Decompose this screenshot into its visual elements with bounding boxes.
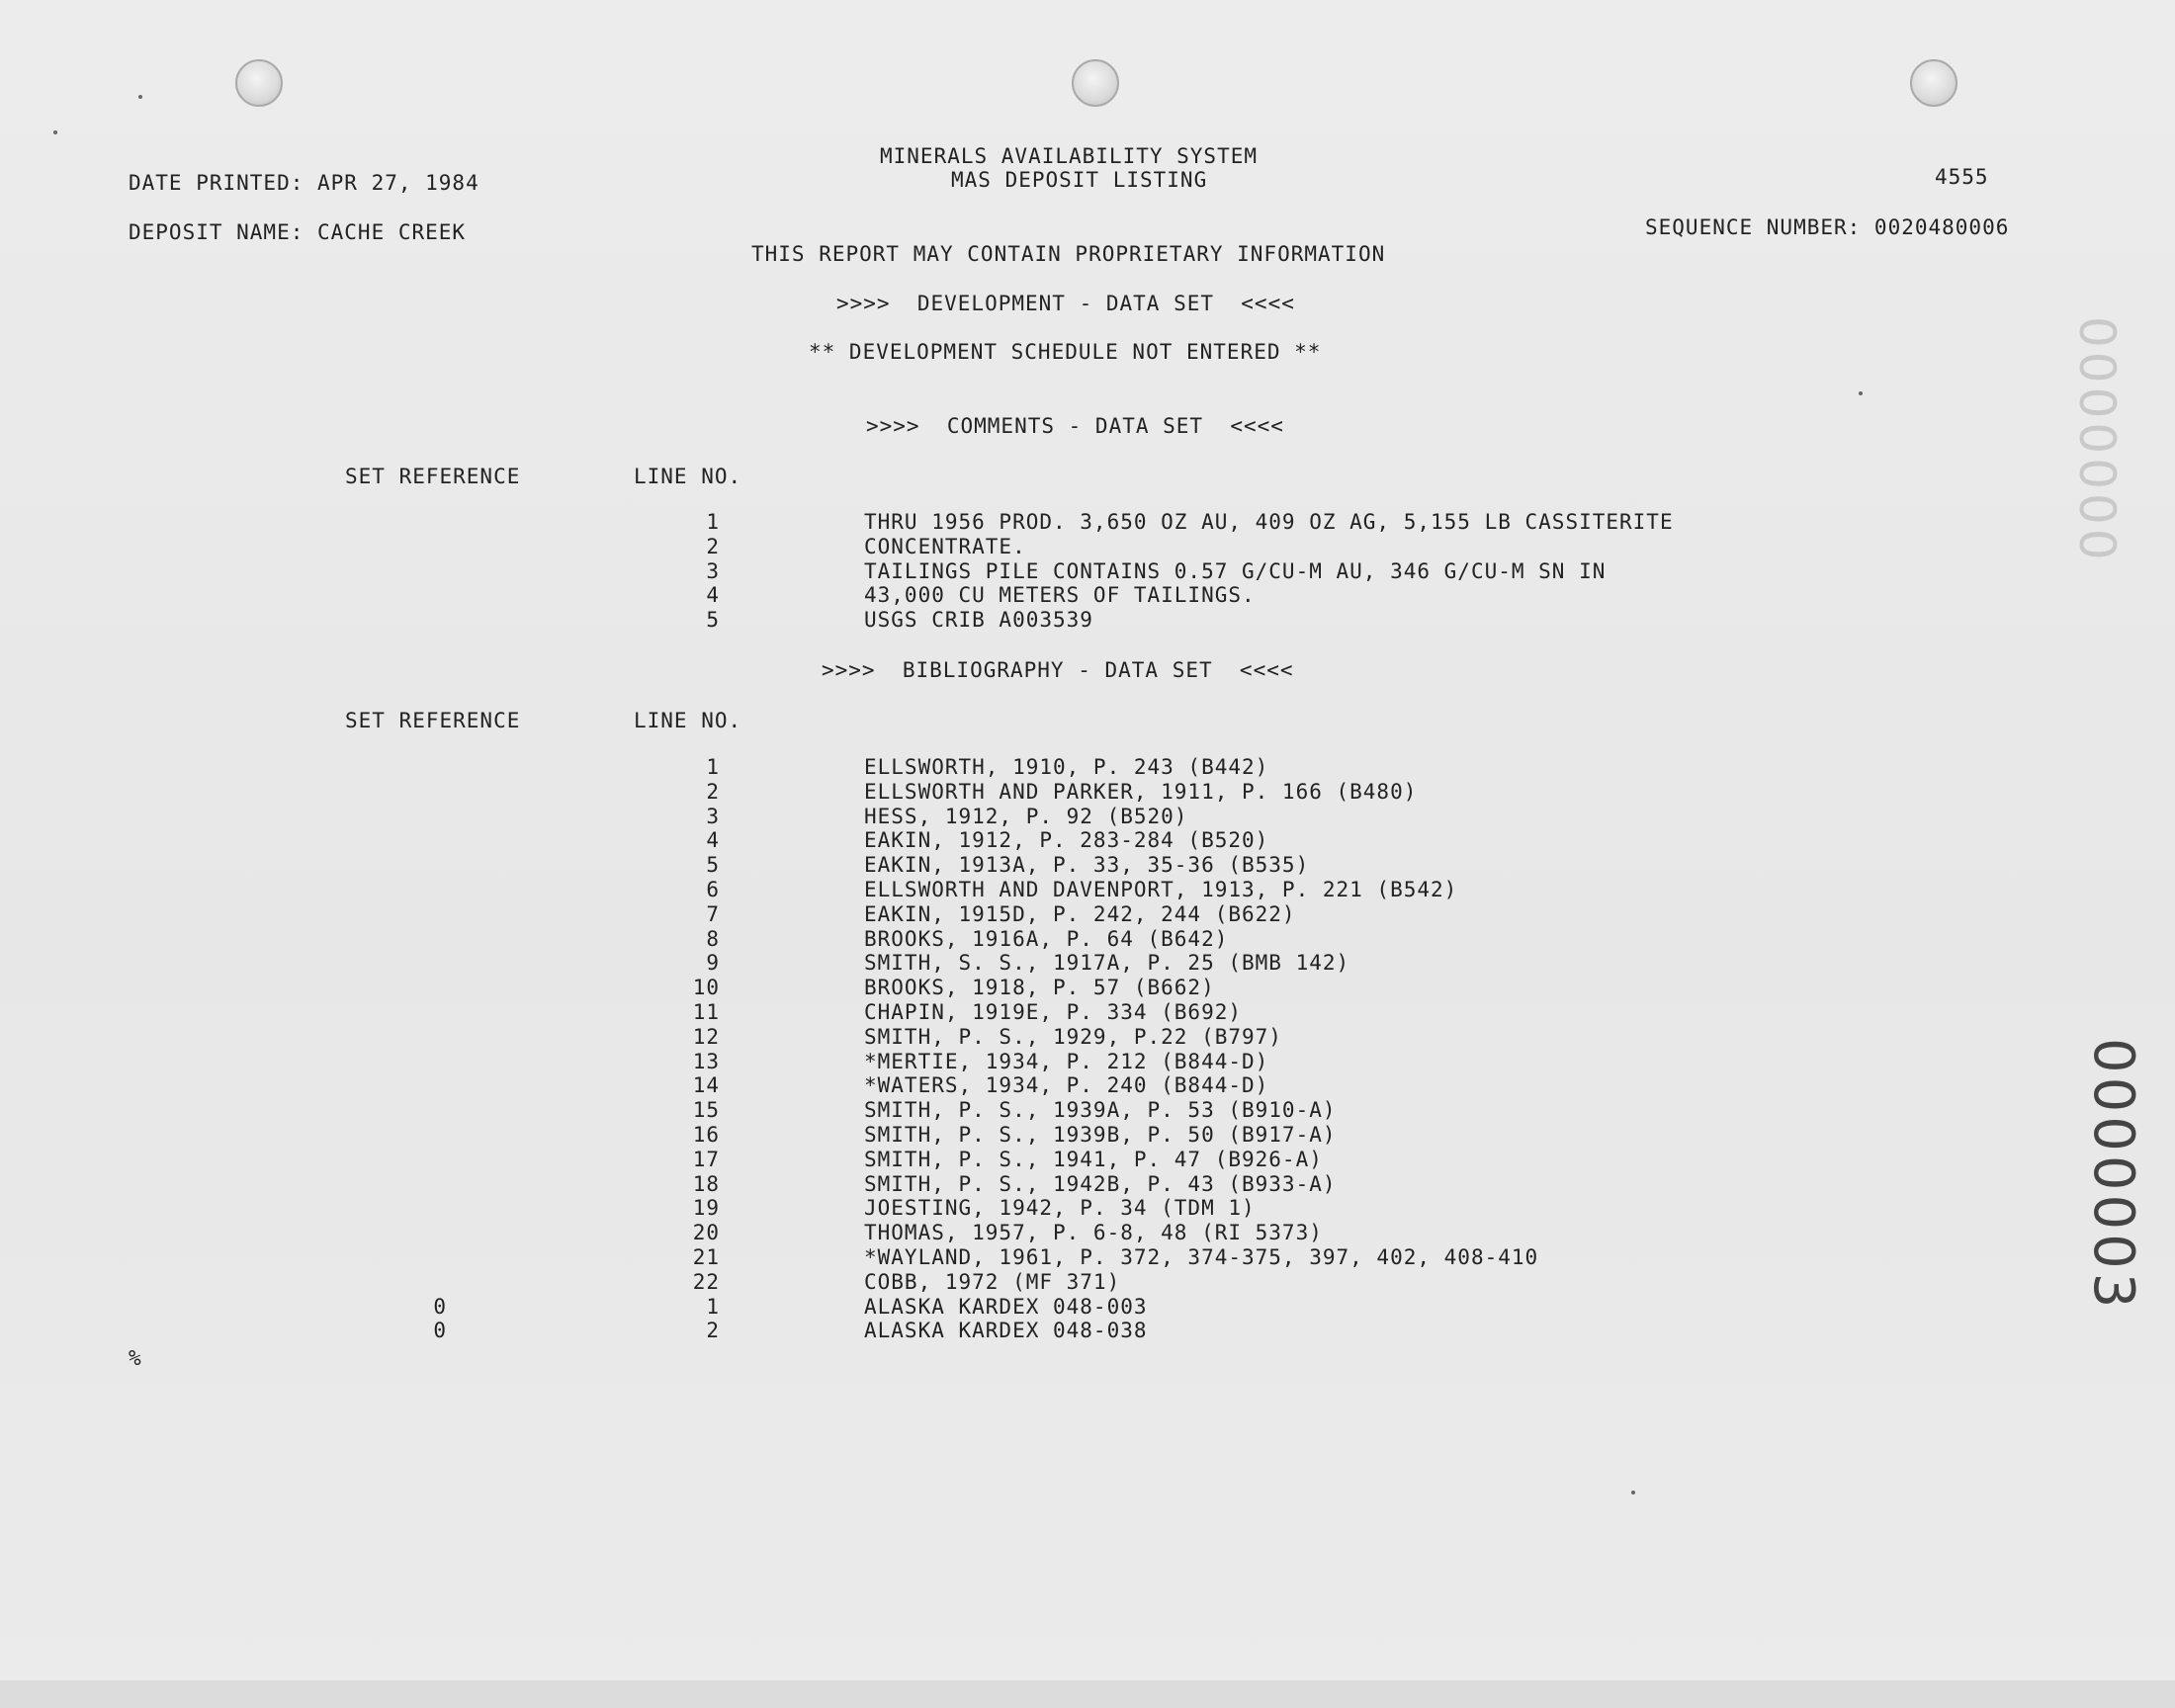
entry-text: BROOKS, 1916A, P. 64 (B642) [864, 926, 1229, 951]
entry-text: ELLSWORTH, 1910, P. 243 (B442) [864, 755, 1269, 779]
entry-text: ELLSWORTH AND DAVENPORT, 1913, P. 221 (B542) [864, 878, 1458, 901]
line-number-cell: 7 [706, 901, 720, 926]
bibliography-col-set-reference: SET REFERENCE [345, 709, 521, 732]
punch-hole-left [235, 59, 283, 107]
line-number-cell: 20 [692, 1221, 720, 1245]
line-number-cell: 1 [706, 510, 720, 534]
entry-text: THOMAS, 1957, P. 6-8, 48 (RI 5373) [864, 1221, 1323, 1245]
entry-text: HESS, 1912, P. 92 (B520) [864, 804, 1188, 828]
entry-text: SMITH, P. S., 1939A, P. 53 (B910-A) [864, 1098, 1337, 1123]
line-number-cell: 13 [692, 1049, 720, 1073]
page-number: 4555 [1935, 165, 1989, 189]
line-number-cell: 9 [706, 951, 720, 976]
margin-stamp: 0000003 [2081, 1038, 2145, 1313]
line-number-cell: 2 [706, 1319, 720, 1343]
bibliography-heading: >>>> BIBLIOGRAPHY - DATA SET <<<< [822, 658, 1294, 682]
entry-text: 43,000 CU METERS OF TAILINGS. [864, 583, 1256, 608]
line-number-cell: 4 [706, 828, 720, 853]
entry-text: BROOKS, 1918, P. 57 (B662) [864, 976, 1215, 1000]
listing-title: MAS DEPOSIT LISTING [951, 168, 1208, 192]
sequence-number: SEQUENCE NUMBER: 0020480006 [1645, 215, 2010, 239]
punch-hole-right [1910, 59, 1958, 107]
entry-text: *WAYLAND, 1961, P. 372, 374-375, 397, 402, 408-410 [864, 1245, 1539, 1269]
entry-text: JOESTING, 1942, P. 34 (TDM 1) [864, 1196, 1256, 1221]
line-number-cell: 5 [706, 608, 720, 633]
line-number-cell: 5 [706, 853, 720, 878]
entry-text: CHAPIN, 1919E, P. 334 (B692) [864, 1000, 1243, 1024]
entry-text: THRU 1956 PROD. 3,650 OZ AU, 409 OZ AG, 5,155 LB CASSITERITE [864, 510, 1674, 534]
line-number-cell: 12 [692, 1024, 720, 1049]
line-number-cell: 10 [692, 976, 720, 1000]
faint-margin-stamp: 0000000 [2068, 316, 2126, 564]
entry-text: SMITH, S. S., 1917A, P. 25 (BMB 142) [864, 951, 1350, 976]
entry-text: SMITH, P. S., 1939B, P. 50 (B917-A) [864, 1123, 1337, 1147]
line-number-cell: 3 [706, 804, 720, 828]
punch-hole-center [1072, 59, 1119, 107]
development-heading: >>>> DEVELOPMENT - DATA SET <<<< [836, 292, 1295, 315]
line-number-cell: 1 [706, 1294, 720, 1319]
entry-text: SMITH, P. S., 1929, P.22 (B797) [864, 1024, 1282, 1049]
line-number-cell: 6 [706, 878, 720, 901]
line-number-cell: 11 [692, 1000, 720, 1024]
line-number-cell: 2 [706, 534, 720, 558]
line-number-cell: 8 [706, 926, 720, 951]
line-number-cell: 21 [692, 1245, 720, 1269]
line-number-cell: 22 [692, 1269, 720, 1294]
entry-text: *MERTIE, 1934, P. 212 (B844-D) [864, 1049, 1269, 1073]
entry-text: EAKIN, 1913A, P. 33, 35-36 (B535) [864, 853, 1310, 878]
line-number-cell: 1 [706, 755, 720, 779]
entry-text: EAKIN, 1912, P. 283-284 (B520) [864, 828, 1269, 853]
set-reference-cell: 0 [433, 1294, 447, 1319]
entry-text: ALASKA KARDEX 048-003 [864, 1294, 1148, 1319]
set-reference-cell: 0 [433, 1319, 447, 1343]
entry-text: EAKIN, 1915D, P. 242, 244 (B622) [864, 901, 1296, 926]
line-number-cell: 2 [706, 779, 720, 804]
line-number-cell: 16 [692, 1123, 720, 1147]
footer-mark: % [129, 1346, 142, 1370]
development-note: ** DEVELOPMENT SCHEDULE NOT ENTERED ** [809, 340, 1322, 364]
entry-text: CONCENTRATE. [864, 534, 1026, 558]
line-number-cell: 3 [706, 558, 720, 583]
entry-text: TAILINGS PILE CONTAINS 0.57 G/CU-M AU, 346 G/CU-M SN IN [864, 558, 1607, 583]
entry-text: SMITH, P. S., 1941, P. 47 (B926-A) [864, 1147, 1323, 1171]
entry-text: COBB, 1972 (MF 371) [864, 1269, 1121, 1294]
line-number-cell: 4 [706, 583, 720, 608]
entry-text: ELLSWORTH AND PARKER, 1911, P. 166 (B480) [864, 779, 1418, 804]
deposit-name: DEPOSIT NAME: CACHE CREEK [129, 220, 467, 244]
entry-text: SMITH, P. S., 1942B, P. 43 (B933-A) [864, 1171, 1337, 1196]
bibliography-col-line-no: LINE NO. [634, 709, 742, 732]
proprietary-notice: THIS REPORT MAY CONTAIN PROPRIETARY INFORMATION [751, 242, 1386, 266]
system-title: MINERALS AVAILABILITY SYSTEM [880, 144, 1259, 168]
entry-text: *WATERS, 1934, P. 240 (B844-D) [864, 1073, 1269, 1098]
entry-text: USGS CRIB A003539 [864, 608, 1093, 633]
line-number-cell: 18 [692, 1171, 720, 1196]
line-number-cell: 14 [692, 1073, 720, 1098]
entry-text: ALASKA KARDEX 048-038 [864, 1319, 1148, 1343]
line-number-cell: 15 [692, 1098, 720, 1123]
speck [1859, 391, 1863, 395]
speck [53, 130, 57, 134]
line-number-cell: 17 [692, 1147, 720, 1171]
comments-col-set-reference: SET REFERENCE [345, 465, 521, 488]
page-bottom-edge [0, 1680, 2175, 1708]
comments-heading: >>>> COMMENTS - DATA SET <<<< [866, 414, 1284, 438]
speck [1631, 1491, 1635, 1494]
comments-col-line-no: LINE NO. [634, 465, 742, 488]
speck [138, 95, 142, 99]
date-printed: DATE PRINTED: APR 27, 1984 [129, 171, 479, 195]
line-number-cell: 19 [692, 1196, 720, 1221]
